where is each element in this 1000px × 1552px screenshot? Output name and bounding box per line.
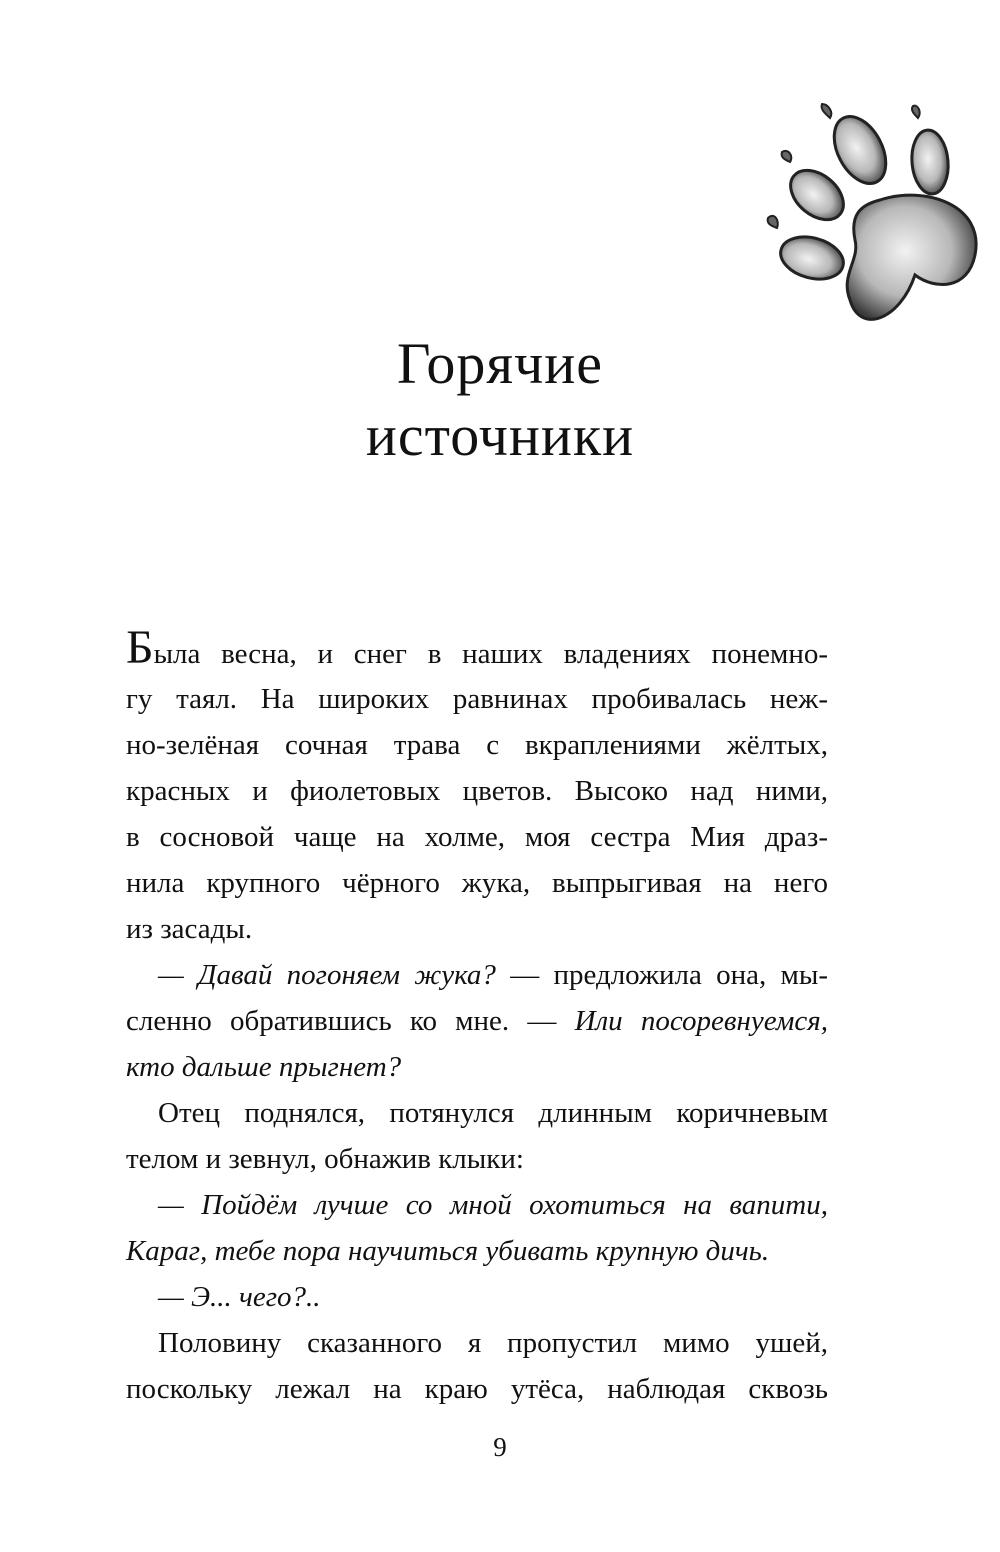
- text-line: из засады.: [126, 913, 253, 945]
- text-line: [126, 952, 828, 998]
- dialogue-span: Или посоревнуемся,: [574, 1005, 828, 1037]
- text-line: поскольку лежал на краю утёса, наблюдая сквозь: [126, 1373, 828, 1405]
- paw-print-icon: [750, 90, 1000, 340]
- text-line: телом и зевнул, обнажив клыки:: [126, 1143, 524, 1175]
- text-line: Половину сказанного я пропустил мимо ушей,: [158, 1327, 828, 1359]
- text-line: — Э... чего?..: [158, 1281, 321, 1313]
- text-line: нила крупного чёрного жука, выпрыгивая на него: [126, 867, 828, 899]
- text-line: [126, 998, 828, 1044]
- text-line: [126, 621, 828, 676]
- dialogue-span: — Давай погоняем жука?: [158, 959, 496, 991]
- page-number: 9: [493, 1432, 507, 1462]
- text-span: ыла весна, и снег в наших владениях понемно-: [153, 638, 828, 670]
- text-line: в сосновой чаще на холме, моя сестра Мия драз-: [126, 821, 828, 853]
- text-line: Отец поднялся, потянулся длинным коричневым: [158, 1097, 828, 1129]
- text-line: гу таял. На широких равнинах пробивалась неж-: [126, 683, 828, 715]
- text-line: но-зелёная сочная трава с вкраплениями жёлтых,: [126, 729, 828, 761]
- chapter-title-line-2: источники: [365, 403, 635, 468]
- text-span: — предложила она, мы-: [495, 959, 829, 991]
- text-line: — Пойдём лучше со мной охотиться на вапити,: [158, 1189, 828, 1221]
- text-line: Караг, тебе пора научиться убивать крупную дичь.: [126, 1235, 770, 1267]
- chapter-title: [150, 328, 850, 472]
- drop-cap: Б: [126, 621, 154, 674]
- chapter-title-line-1: Горячие: [396, 331, 604, 396]
- chapter-text: [126, 621, 829, 1412]
- text-span: сленно обратившись ко мне. —: [126, 1005, 575, 1037]
- text-line: красных и фиолетовых цветов. Высоко над ними,: [126, 775, 828, 807]
- text-line: кто дальше прыгнет?: [126, 1051, 402, 1083]
